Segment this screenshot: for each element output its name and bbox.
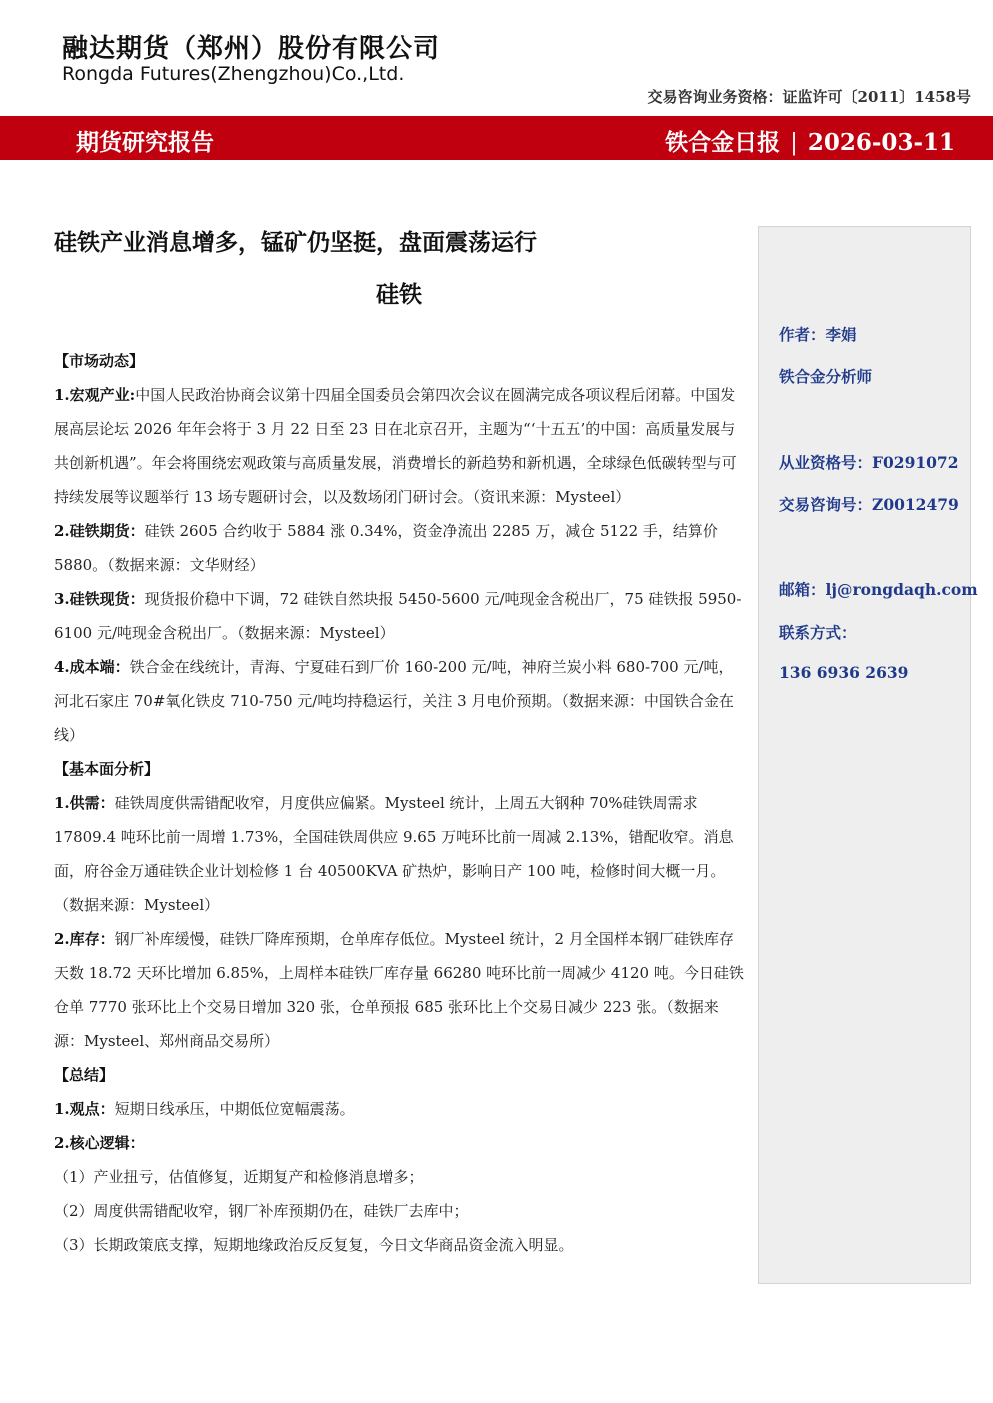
summary-view-label: 1.观点： [54, 1100, 115, 1118]
section-heading-market: 【市场动态】 [54, 352, 145, 370]
logic-item: （1）产业扭亏，估值修复，近期复产和检修消息增多； [54, 1168, 424, 1186]
market-item [54, 514, 744, 582]
banner-separator: | [790, 130, 798, 156]
market-item [54, 650, 744, 752]
banner-report-type: 期货研究报告 [76, 129, 214, 156]
market-item-label: 3.硅铁现货： [54, 590, 145, 608]
logic-item: （2）周度供需错配收窄，钢厂补库预期仍在，硅铁厂去库中； [54, 1202, 469, 1220]
market-item-label: 2.硅铁期货： [54, 522, 145, 540]
market-item [54, 378, 744, 514]
summary-logic-label: 2.核心逻辑： [54, 1134, 145, 1152]
fundamental-item-text: 钢厂补库缓慢，硅铁厂降库预期，仓单库存低位。Mysteel 统计，2 月全国样本钢厂硅铁库存天数 18.72 天环比增加 6.85%，上周样本硅铁厂库存量 66280 吨环比前一周减少 4120 吨。今日硅铁仓单 7770 张环比上个交易日增加 320 张，仓单预报 685 张环比上个交易日减少 223 张。（数据来源：Mysteel、郑州商品交易所） [54, 930, 744, 1050]
market-item-text: 铁合金在线统计，青海、宁夏硅石到厂价 160-200 元/吨，神府兰炭小料 680-700 元/吨，河北石家庄 70#氧化铁皮 710-750 元/吨均持稳运行，关注 3 月电价预期。（数据来源：中国铁合金在线） [54, 658, 734, 744]
fundamental-item-label: 1.供需： [54, 794, 115, 812]
fundamental-item [54, 922, 744, 1058]
author-qualification: 从业资格号：F0291072 [779, 453, 959, 472]
market-item-label: 4.成本端： [54, 658, 130, 676]
license-text: 交易咨询业务资格：证监许可〔2011〕1458号 [647, 88, 971, 106]
company-name-cn: 融达期货（郑州）股份有限公司 [62, 34, 441, 64]
fundamental-item [54, 786, 744, 922]
summary-view-text: 短期日线承压，中期低位宽幅震荡。 [114, 1100, 355, 1118]
author-phone: 136 6936 2639 [779, 663, 909, 682]
report-subtitle: 硅铁 [376, 281, 422, 308]
author-consult-number: 交易咨询号：Z0012479 [779, 495, 959, 514]
author-role: 铁合金分析师 [779, 367, 873, 386]
fundamental-item-text: 硅铁周度供需错配收窄，月度供应偏紧。Mysteel 统计，上周五大钢种 70%硅铁周需求 17809.4 吨环比前一周增 1.73%，全国硅铁周供应 9.65 万吨环比前一周减 2.13%，错配收窄。消息面，府谷金万通硅铁企业计划检修 1 台 40500KVA 矿热炉，影响日产 100 吨，检修时间大概一月。（数据来源：Mysteel） [54, 794, 734, 914]
fundamental-item-label: 2.库存： [54, 930, 115, 948]
author-name: 作者：李娟 [779, 325, 857, 344]
section-heading-summary: 【总结】 [54, 1066, 115, 1084]
market-item-label: 1.宏观产业: [54, 386, 136, 404]
report-title: 硅铁产业消息增多，锰矿仍坚挺，盘面震荡运行 [54, 229, 537, 256]
author-sidebar [758, 226, 978, 1284]
market-item [54, 582, 744, 650]
author-email: 邮箱：lj@rongdaqh.com [779, 580, 978, 599]
banner-date: 2026-03-11 [807, 129, 955, 156]
report-body [54, 344, 744, 1262]
summary-logic [54, 1126, 744, 1160]
contact-label: 联系方式： [779, 623, 857, 642]
company-name-en: Rongda Futures(Zhengzhou)Co.,Ltd. [62, 63, 405, 85]
market-item-text: 硅铁 2605 合约收于 5884 涨 0.34%，资金净流出 2285 万，减仓 5122 手，结算价 5880。（数据来源：文华财经） [54, 522, 718, 574]
report-banner [0, 116, 993, 160]
banner-report-name: 铁合金日报 [665, 129, 781, 156]
banner-report-info [665, 124, 955, 157]
market-item-text: 现货报价稳中下调，72 硅铁自然块报 5450-5600 元/吨现金含税出厂，75 硅铁报 5950-6100 元/吨现金含税出厂。（数据来源：Mysteel） [54, 590, 742, 642]
market-item-text: 中国人民政治协商会议第十四届全国委员会第四次会议在圆满完成各项议程后闭幕。中国发展高层论坛 2026 年年会将于 3 月 22 日至 23 日在北京召开，主题为“‘十五五’的中国：高质量发展与共创新机遇”。年会将围绕宏观政策与高质量发展，消费增长的新趋势和新机遇，全球绿色低碳转型与可持续发展等议题举行 13 场专题研讨会，以及数场闭门研讨会。（资讯来源：Mysteel） [54, 386, 737, 506]
logic-item: （3）长期政策底支撑，短期地缘政治反反复复，今日文华商品资金流入明显。 [54, 1236, 574, 1254]
summary-view [54, 1092, 744, 1126]
section-heading-fundamental: 【基本面分析】 [54, 760, 160, 778]
